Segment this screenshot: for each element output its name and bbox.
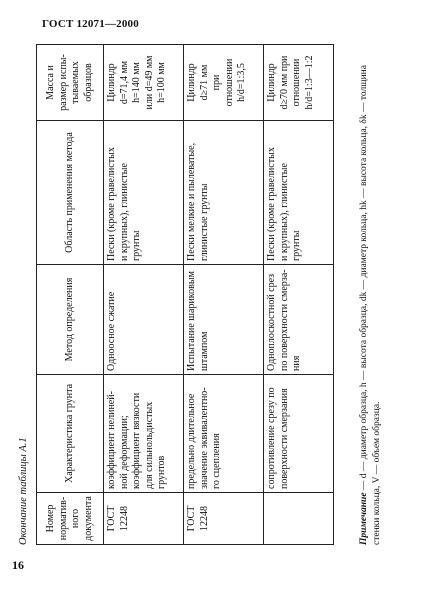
cell-sample-text: Цилиндр d≥70 мм при отношении h/d=1:3—1:2 bbox=[266, 55, 315, 110]
rotated-table-block bbox=[18, 45, 390, 545]
cell-sample-text: Цилиндр d=71,4 мм h=140 мм или d=49 мм h=100 мм bbox=[106, 55, 167, 110]
cell-doc bbox=[264, 493, 334, 545]
cell-doc-text: ГОСТ 12248 bbox=[186, 505, 210, 532]
column-header-sample bbox=[37, 45, 104, 121]
cell-method bbox=[104, 265, 184, 375]
page-number: 16 bbox=[12, 558, 24, 572]
cell-characteristic bbox=[264, 375, 334, 493]
cell-characteristic-text: коэффициент нелиней- ной деформации; коэффициент вязкости для сильнольдистых грунтов bbox=[106, 391, 167, 489]
cell-scope bbox=[264, 121, 334, 265]
table-header-row bbox=[37, 45, 104, 545]
table-row bbox=[104, 45, 184, 545]
cell-scope-text: Пески (кроме гравелистых и крупных), глинистые грунты bbox=[106, 147, 142, 261]
column-header-doc bbox=[37, 493, 104, 545]
cell-scope bbox=[104, 121, 184, 265]
cell-method-text: Одноосное сжатие bbox=[106, 291, 117, 371]
table-note bbox=[358, 45, 384, 545]
table-row bbox=[184, 45, 264, 545]
cell-method-text: Испытание шариковым штампом bbox=[186, 271, 210, 371]
standard-header: ГОСТ 12071—2000 bbox=[42, 18, 139, 30]
note-label: Примечание bbox=[359, 492, 369, 545]
column-header-doc-text: Номер норматив- ного документа bbox=[45, 496, 94, 541]
table-caption: Окончание таблицы А.1 bbox=[18, 437, 29, 545]
column-header-scope bbox=[37, 121, 104, 265]
note-text: — d — диаметр образца, h — высота образца, dk — диаметр кольца, hk — высота кольца, δk — толщина стенки кольца, V — объем образца. bbox=[359, 65, 382, 545]
cell-method-text: Одноплоскостной срез по поверхности смерза- ния bbox=[266, 269, 302, 371]
cell-characteristic-text: предельно длительное значение эквивалентно- го сцепления bbox=[186, 387, 222, 489]
column-header-sample-text: Масса и размер испы- тываемых образцов bbox=[45, 54, 94, 111]
cell-scope-text: Пески (кроме гравелистых и крупных), глинистые грунты bbox=[266, 147, 302, 261]
cell-sample-text: Цилиндр d≥71 мм при отношении h/d=1:3,5 bbox=[186, 58, 247, 107]
cell-characteristic bbox=[184, 375, 264, 493]
column-header-scope-text: Область применения метода bbox=[63, 132, 75, 253]
cell-method bbox=[184, 265, 264, 375]
column-header-characteristic bbox=[37, 375, 104, 493]
cell-sample bbox=[104, 45, 184, 121]
table-row bbox=[264, 45, 334, 545]
cell-characteristic-text: сопротивление срезу по поверхности смерзания bbox=[266, 387, 290, 489]
column-header-characteristic-text: Характеристика грунта bbox=[63, 383, 75, 484]
column-header-method-text: Метод определения bbox=[63, 277, 75, 362]
cell-sample bbox=[184, 45, 264, 121]
cell-sample bbox=[264, 45, 334, 121]
cell-scope bbox=[184, 121, 264, 265]
cell-method bbox=[264, 265, 334, 375]
cell-characteristic bbox=[104, 375, 184, 493]
cell-doc-text: ГОСТ 12248 bbox=[106, 505, 130, 532]
cell-doc bbox=[184, 493, 264, 545]
cell-scope-text: Пески мелкие и пылеватые, глинистые грунты bbox=[186, 142, 210, 261]
column-header-method bbox=[37, 265, 104, 375]
cell-doc bbox=[104, 493, 184, 545]
data-table bbox=[36, 44, 334, 545]
